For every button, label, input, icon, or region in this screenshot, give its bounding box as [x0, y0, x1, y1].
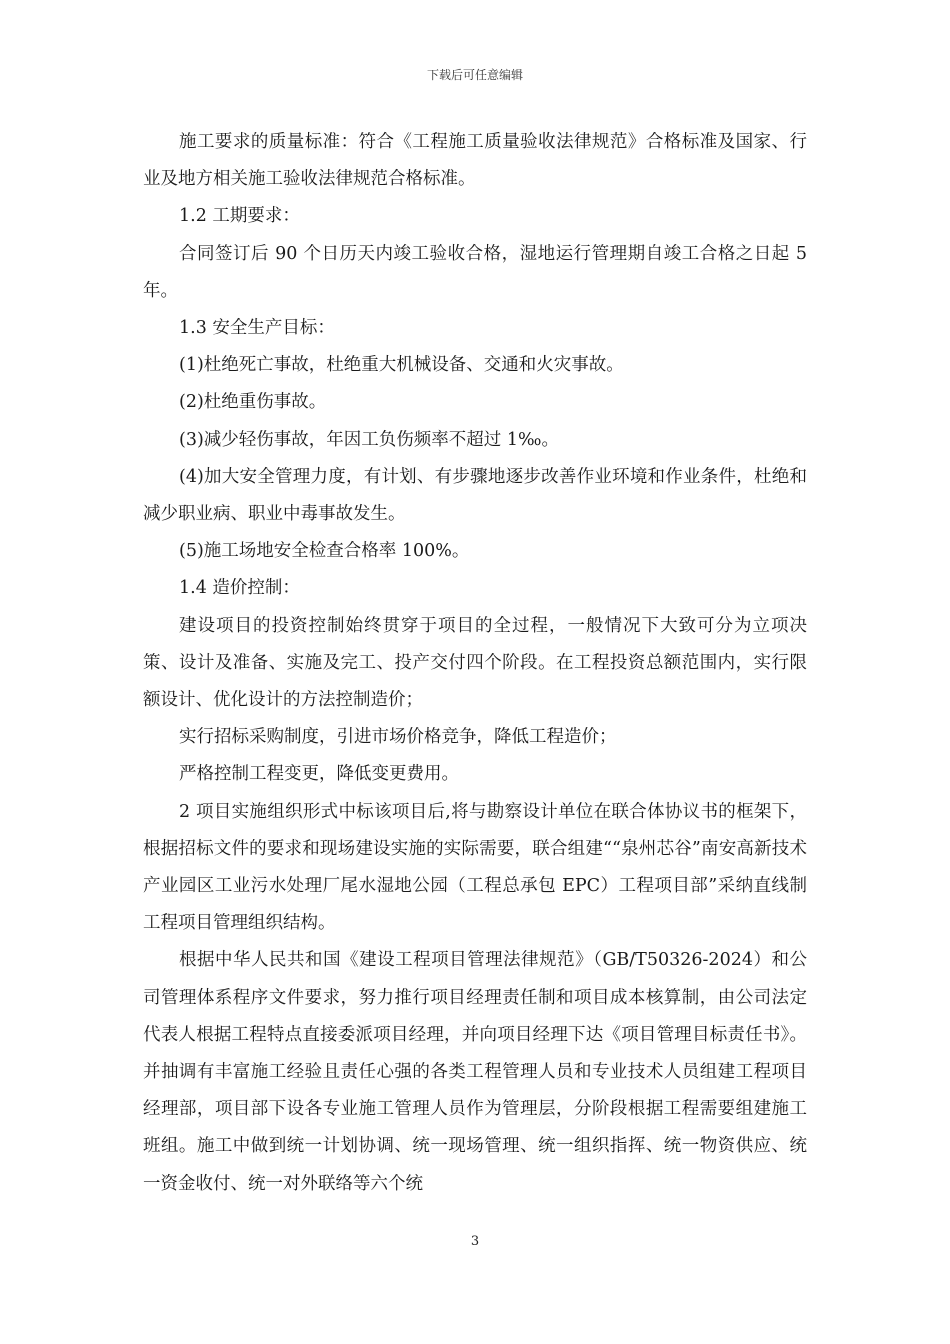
paragraph-cost-control: 建设项目的投资控制始终贯穿于项目的全过程，一般情况下大致可分为立项决策、设计及准备、实施及完工、投产交付四个阶段。在工程投资总额范围内，实行限额设计、优化设计的方法控制造价； — [143, 615, 807, 711]
page-header-note: 下载后可任意编辑 — [426, 68, 523, 82]
heading-safety-goals: 1.3 安全生产目标： — [179, 318, 335, 339]
safety-item-4: (4)加大安全管理力度，有计划、有步骤地逐步改善作业环境和作业条件，杜绝和减少职业病、职业中毒事故发生。 — [143, 466, 807, 525]
paragraph-organization-form: 2 项目实施组织形式中标该项目后,将与勘察设计单位在联合体协议书的框架下，根据招标文件的要求和现场建设实施的实际需要，联合组建““泉州芯谷”南安高新技术产业园区工业污水处理厂尾水湿地公园（工程总承包 EPC）工程项目部”采纳直线制工程项目管理组织结构。 — [143, 801, 807, 934]
heading-cost-control: 1.4 造价控制： — [179, 578, 300, 599]
document-body — [143, 124, 807, 1203]
heading-schedule-requirement: 1.2 工期要求： — [179, 206, 300, 227]
paragraph-bidding: 实行招标采购制度，引进市场价格竞争，降低工程造价； — [179, 727, 617, 748]
paragraph-quality-standard: 施工要求的质量标准：符合《工程施工质量验收法律规范》合格标准及国家、行业及地方相关施工验收法律规范合格标准。 — [143, 132, 807, 190]
safety-item-3: (3)减少轻伤事故，年因工负伤频率不超过 1‰。 — [179, 429, 559, 450]
safety-item-1: (1)杜绝死亡事故，杜绝重大机械设备、交通和火灾事故。 — [179, 355, 624, 376]
paragraph-change-control: 严格控制工程变更，降低变更费用。 — [179, 764, 459, 785]
paragraph-schedule: 合同签订后 90 个日历天内竣工验收合格，湿地运行管理期自竣工合格之日起 5 年。 — [143, 243, 807, 301]
safety-item-2: (2)杜绝重伤事故。 — [179, 392, 327, 413]
page-number: 3 — [470, 1234, 480, 1249]
safety-item-5: (5)施工场地安全检查合格率 100%。 — [179, 541, 470, 562]
paragraph-management-standard: 根据中华人民共和国《建设工程项目管理法律规范》（GB/T50326-2024）和公司管理体系程序文件要求，努力推行项目经理责任制和项目成本核算制，由公司法定代表人根据工程特点直接委派项目经理，并向项目经理下达《项目管理目标责任书》。并抽调有丰富施工经验且责任心强的各类工程管理人员和专业技术人员组建工程项目经理部，项目部下设各专业施工管理人员作为管理层，分阶段根据工程需要组建施工班组。施工中做到统一计划协调、统一现场管理、统一组织指挥、统一物资供应、统一资金收付、统一对外联络等六个统 — [143, 950, 807, 1194]
